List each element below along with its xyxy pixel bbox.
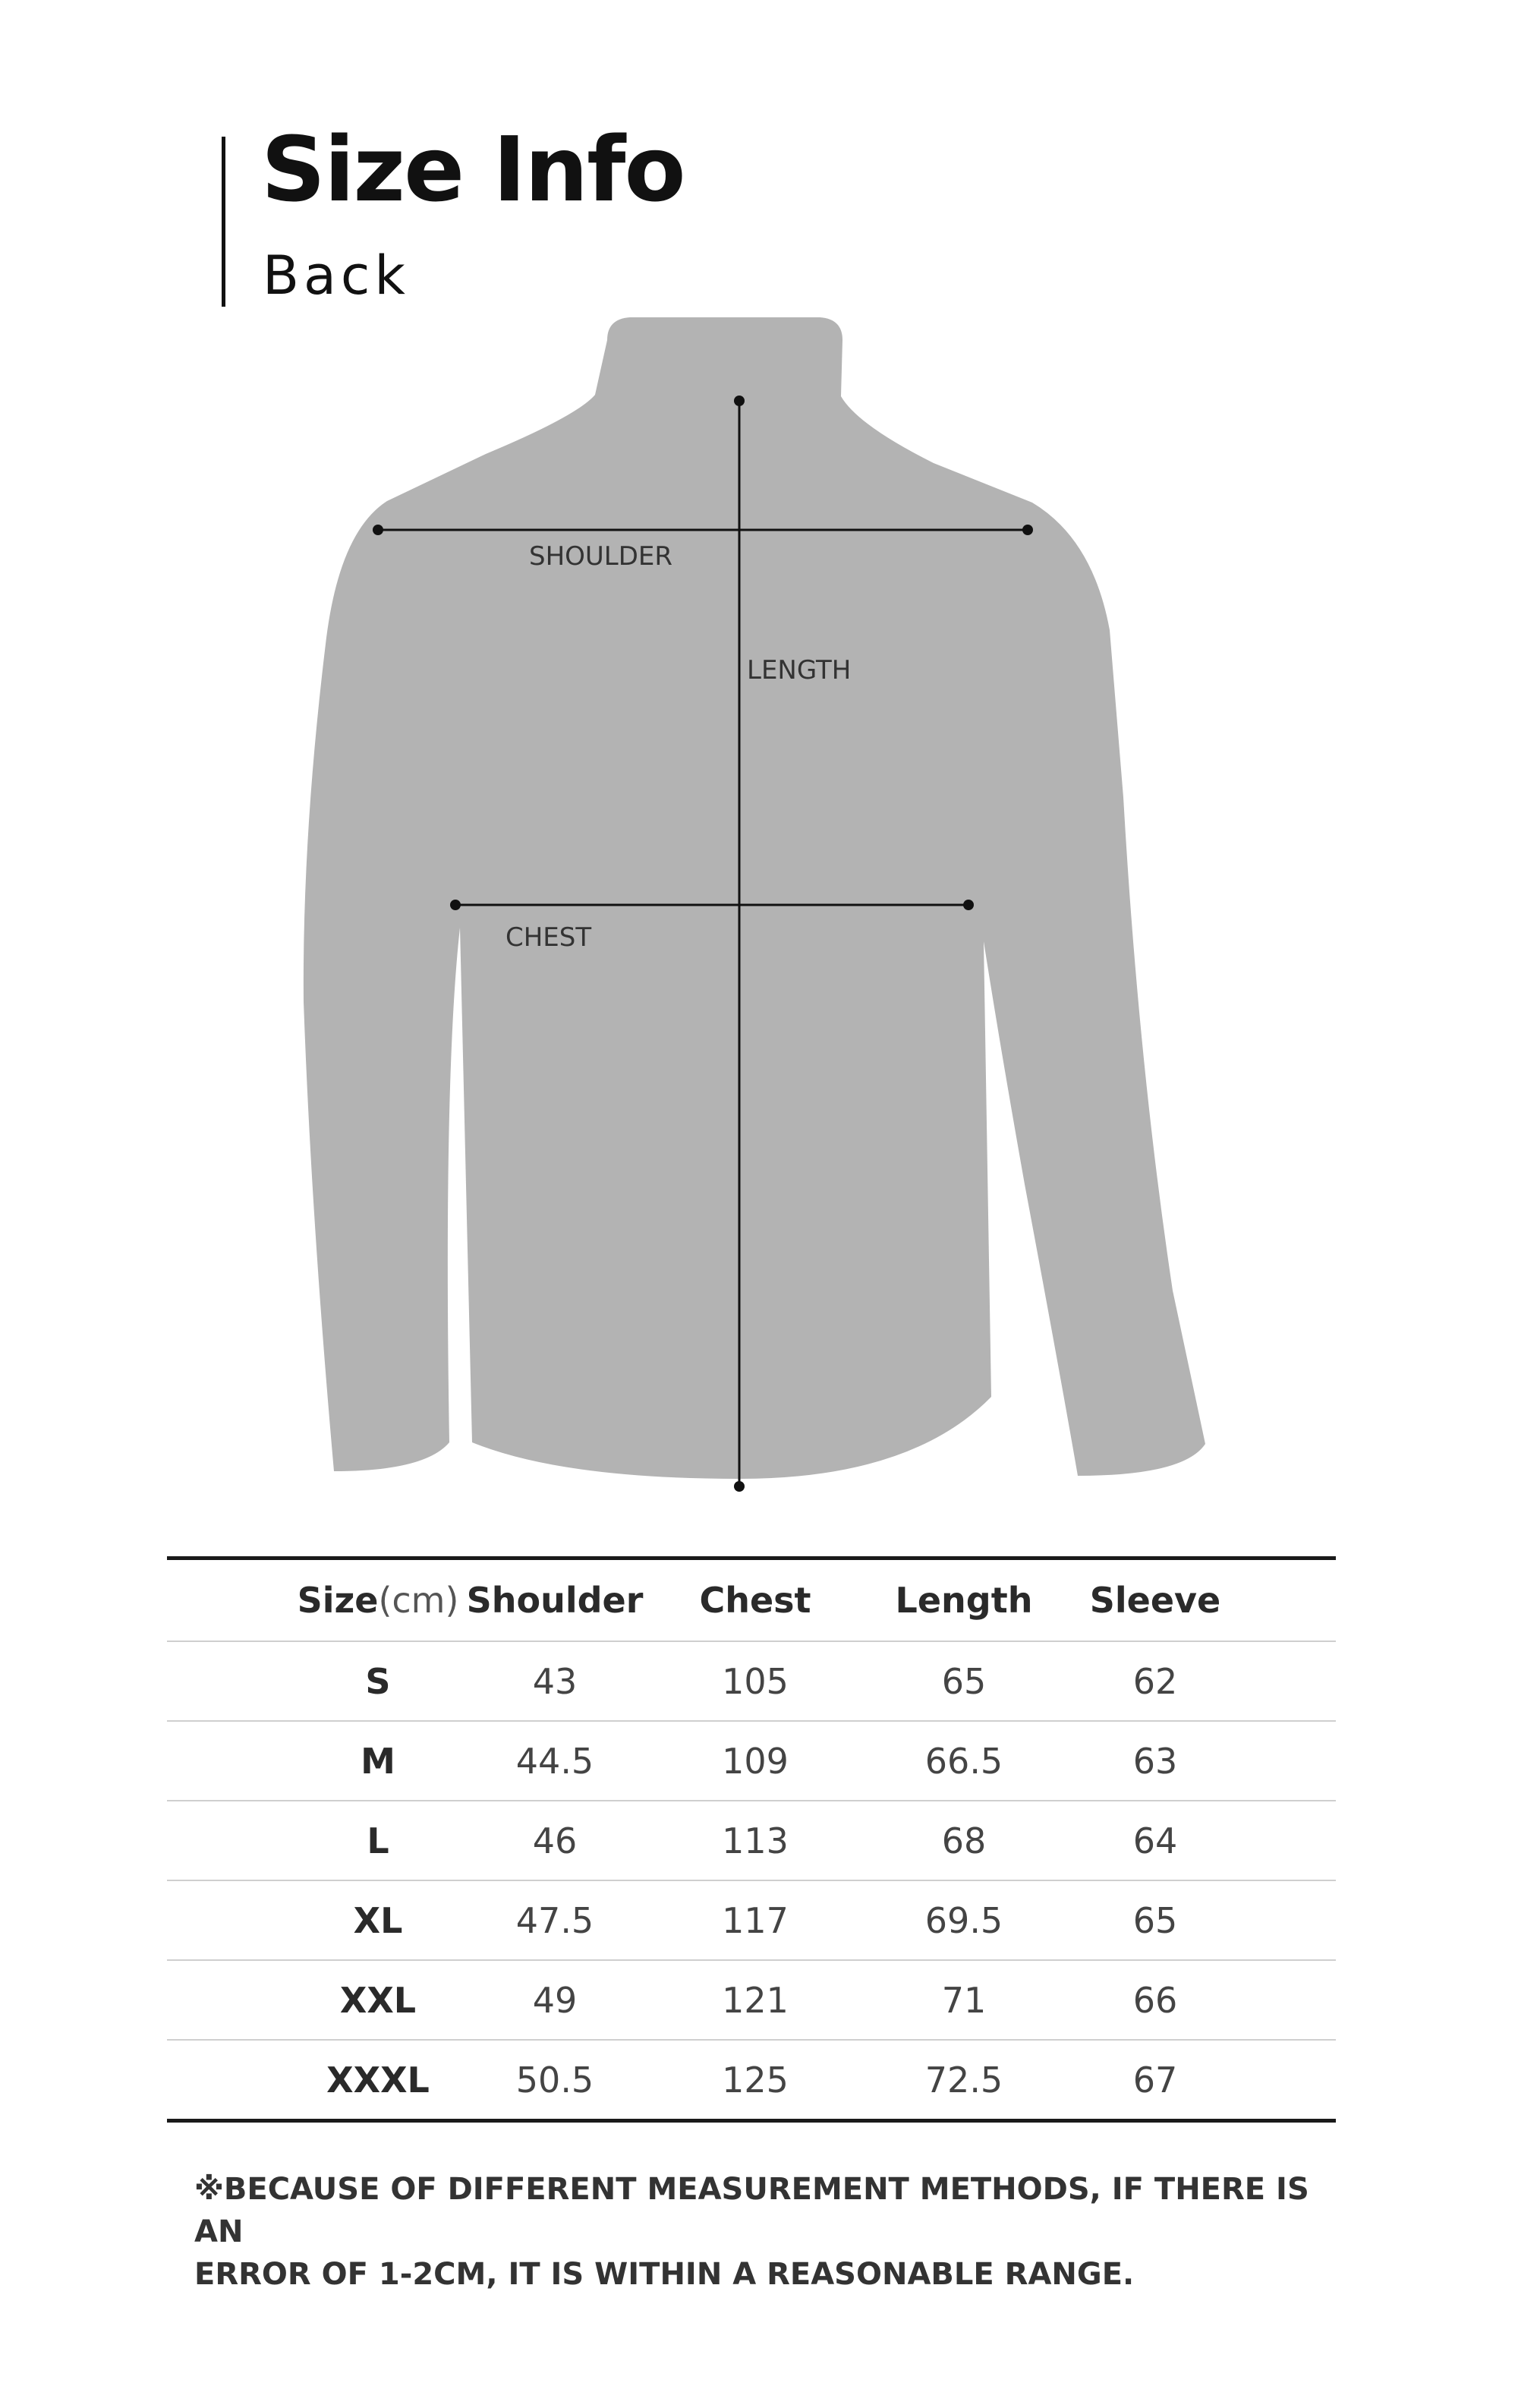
chest-cell: 105 xyxy=(722,1660,789,1702)
length-cell: 66.5 xyxy=(924,1740,1003,1782)
length-cell: 71 xyxy=(941,1979,987,2021)
size-cell: XL xyxy=(353,1899,403,1941)
shoulder-endpoint-left xyxy=(373,525,383,535)
sleeve-cell: 66 xyxy=(1132,1979,1178,2021)
header-size-unit: (cm) xyxy=(378,1580,459,1621)
shoulder-endpoint-right xyxy=(1022,525,1033,535)
length-cell: 72.5 xyxy=(924,2059,1003,2101)
table-row xyxy=(167,1642,1336,1722)
size-table xyxy=(167,1556,1336,2123)
length-cell: 65 xyxy=(941,1660,987,1702)
sleeve-cell: 65 xyxy=(1132,1899,1178,1941)
chest-endpoint-right xyxy=(963,900,974,910)
size-cell: XXL xyxy=(339,1979,417,2021)
sleeve-cell: 64 xyxy=(1132,1820,1178,1861)
header-length: Length xyxy=(895,1580,1033,1621)
jacket-silhouette xyxy=(304,317,1205,1479)
table-row xyxy=(167,2041,1336,2119)
shoulder-label: SHOULDER xyxy=(529,541,673,572)
length-label: LENGTH xyxy=(747,655,852,686)
length-cell: 69.5 xyxy=(924,1899,1003,1941)
size-cell: XXXL xyxy=(326,2059,430,2101)
page-subtitle: Back xyxy=(263,244,410,307)
length-cell: 68 xyxy=(941,1820,987,1861)
chest-cell: 113 xyxy=(722,1820,789,1861)
shoulder-cell: 47.5 xyxy=(515,1899,594,1941)
length-endpoint-bottom xyxy=(734,1481,745,1492)
sleeve-cell: 62 xyxy=(1132,1660,1178,1702)
shoulder-cell: 46 xyxy=(532,1820,578,1861)
sleeve-cell: 63 xyxy=(1132,1740,1178,1782)
table-bottom-rule xyxy=(167,2119,1336,2123)
chest-cell: 121 xyxy=(722,1979,789,2021)
disclaimer-line-1: ※BECAUSE OF DIFFERENT MEASUREMENT METHODS, IF THERE IS AN xyxy=(194,2172,1309,2249)
chest-label: CHEST xyxy=(505,922,592,953)
table-header-row xyxy=(167,1560,1336,1642)
measurement-disclaimer xyxy=(194,2168,1333,2296)
size-cell: S xyxy=(365,1660,391,1702)
header-sleeve: Sleeve xyxy=(1089,1580,1221,1621)
disclaimer-line-2: ERROR OF 1-2CM, IT IS WITHIN A REASONABLE RANGE. xyxy=(194,2257,1135,2292)
shoulder-cell: 43 xyxy=(532,1660,578,1702)
size-cell: L xyxy=(367,1820,389,1861)
page-title: Size Info xyxy=(261,117,685,222)
shoulder-cell: 44.5 xyxy=(515,1740,594,1782)
shoulder-cell: 49 xyxy=(532,1979,578,2021)
shoulder-cell: 50.5 xyxy=(515,2059,594,2101)
jacket-body-shape xyxy=(304,317,1205,1479)
header-size-label: Size xyxy=(297,1580,379,1621)
header-chest: Chest xyxy=(699,1580,811,1621)
chest-cell: 125 xyxy=(722,2059,789,2101)
table-row xyxy=(167,1801,1336,1881)
header-shoulder: Shoulder xyxy=(466,1580,644,1621)
chest-endpoint-left xyxy=(450,900,461,910)
table-row xyxy=(167,1961,1336,2041)
table-row xyxy=(167,1722,1336,1801)
table-row xyxy=(167,1881,1336,1961)
chest-cell: 109 xyxy=(722,1740,789,1782)
chest-cell: 117 xyxy=(722,1899,789,1941)
sleeve-cell: 67 xyxy=(1132,2059,1178,2101)
length-endpoint-top xyxy=(734,396,745,406)
size-cell: M xyxy=(361,1740,395,1782)
